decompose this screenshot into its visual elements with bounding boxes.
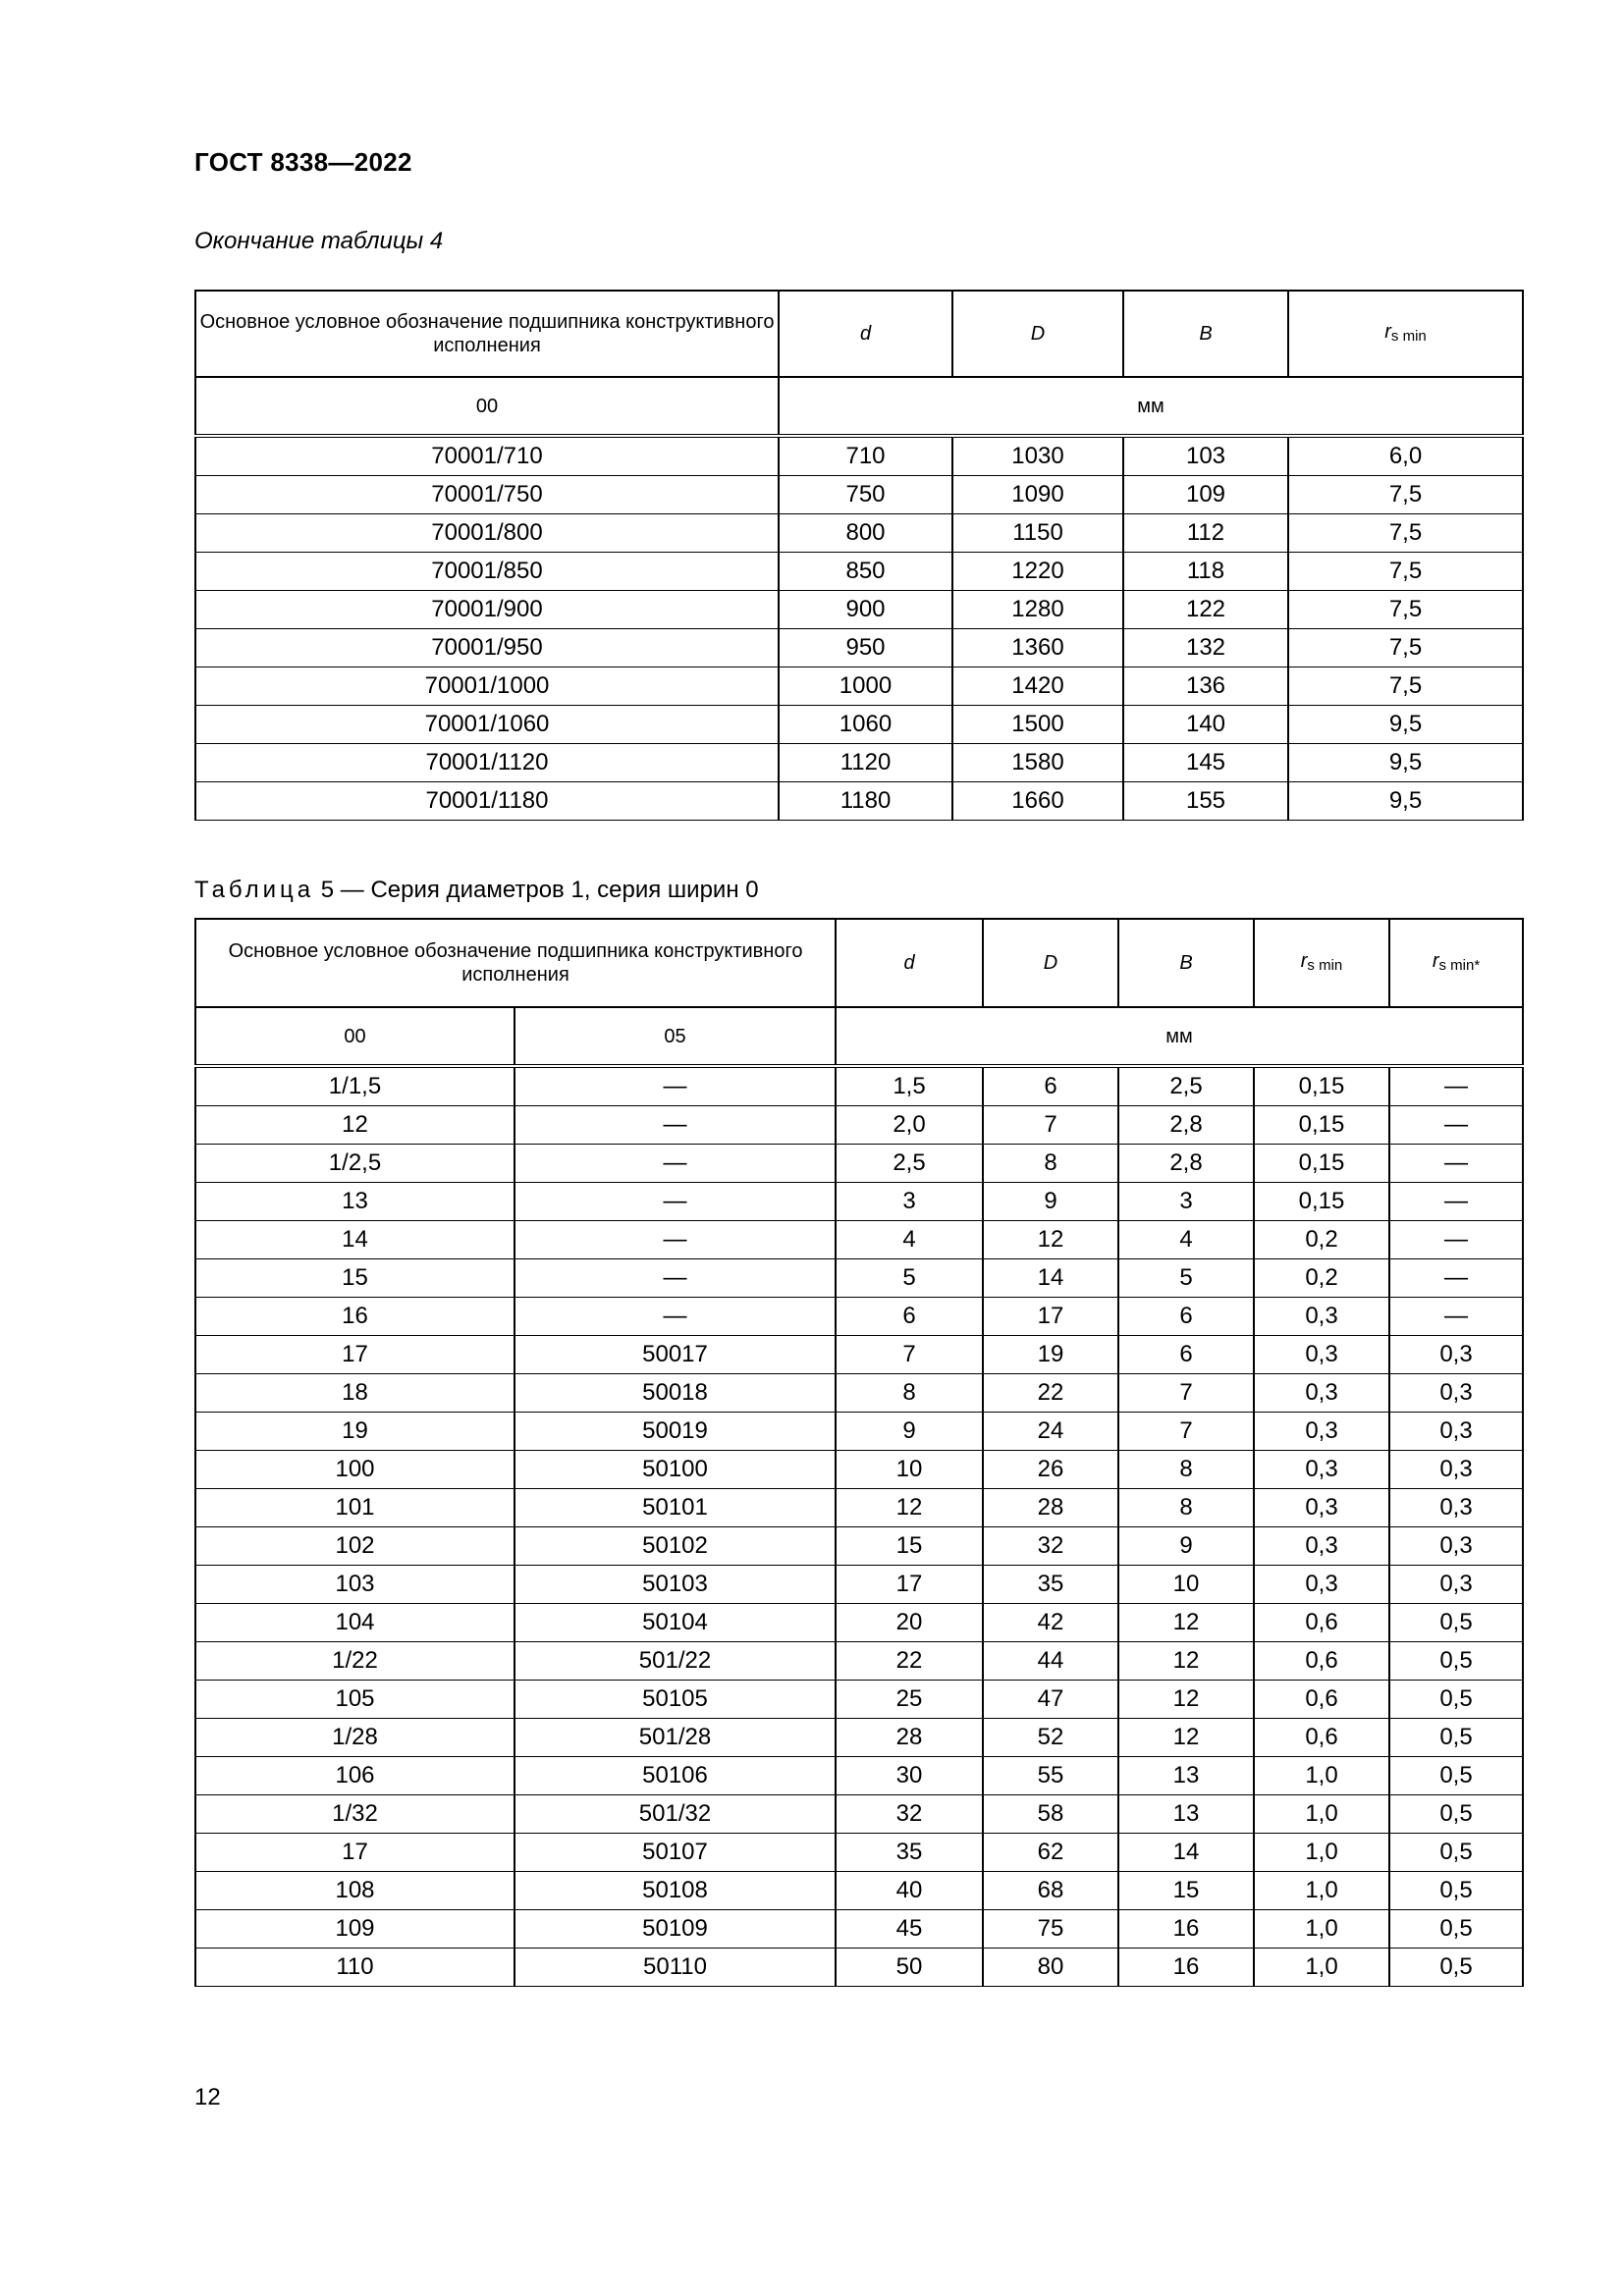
table-row [195,1066,1523,1106]
table-cell: 32 [983,1527,1118,1566]
table-row [195,476,1523,514]
table-cell: 136 [1123,667,1288,706]
table-cell: 12 [1118,1681,1254,1719]
table-cell: 8 [836,1374,983,1413]
header-d: d [836,919,983,1007]
table-cell: 0,3 [1389,1527,1523,1566]
table-row [195,1106,1523,1145]
table-cell: 1,0 [1254,1795,1389,1834]
table-cell: 15 [836,1527,983,1566]
table-row [195,1566,1523,1604]
table-cell: 17 [195,1834,514,1872]
table-cell: 0,15 [1254,1145,1389,1183]
table-cell: 0,3 [1254,1298,1389,1336]
table-cell: 14 [195,1221,514,1259]
table-cell: 6 [836,1298,983,1336]
table-cell: 105 [195,1681,514,1719]
table-row [195,1834,1523,1872]
table-cell: 16 [1118,1910,1254,1949]
subheader-00: 00 [195,377,779,436]
table-cell: 3 [1118,1183,1254,1221]
table-cell: 2,8 [1118,1106,1254,1145]
table-cell: — [514,1183,836,1221]
table-cell: 0,6 [1254,1681,1389,1719]
table-cell: 50110 [514,1949,836,1987]
table-row [195,1719,1523,1757]
table-cell: 16 [1118,1949,1254,1987]
table-cell: 16 [195,1298,514,1336]
table-cell: 55 [983,1757,1118,1795]
table-row [195,1910,1523,1949]
table-cell: 0,5 [1389,1681,1523,1719]
table-cell: 12 [1118,1642,1254,1681]
header-r-s-min-star: $r_{s min*}$ [1389,919,1523,1007]
table-cell: 14 [983,1259,1118,1298]
table-cell: — [1389,1145,1523,1183]
table-cell: 0,5 [1389,1719,1523,1757]
table-cell: — [514,1221,836,1259]
table-row [195,1681,1523,1719]
table-cell: 0,5 [1389,1872,1523,1910]
table-cell: 0,3 [1254,1489,1389,1527]
table-cell: 0,3 [1254,1566,1389,1604]
table-cell: 0,3 [1254,1527,1389,1566]
table-cell: 15 [195,1259,514,1298]
table4-continuation-label: Окончание таблицы 4 [194,228,444,254]
table-cell: 103 [195,1566,514,1604]
table-cell: 30 [836,1757,983,1795]
table-cell: 145 [1123,744,1288,782]
table-cell: 70001/710 [195,436,779,476]
table-cell: 32 [836,1795,983,1834]
table-cell: 0,6 [1254,1642,1389,1681]
table-cell: 0,15 [1254,1066,1389,1106]
table-cell: 12 [836,1489,983,1527]
table-cell: 1580 [952,744,1123,782]
table-cell: 140 [1123,706,1288,744]
table-cell: 0,15 [1254,1106,1389,1145]
table-cell: 0,5 [1389,1604,1523,1642]
table-cell: 0,2 [1254,1221,1389,1259]
table-cell: 1660 [952,782,1123,821]
table-row [195,1374,1523,1413]
table-cell: 9 [983,1183,1118,1221]
table-row [195,1527,1523,1566]
table-cell: 1,0 [1254,1872,1389,1910]
table-cell: 118 [1123,553,1288,591]
subheader-05: 05 [514,1007,836,1066]
table-cell: 9,5 [1288,706,1523,744]
table4-body [195,436,1523,821]
table-cell: 8 [983,1145,1118,1183]
table-cell: — [514,1106,836,1145]
table-cell: 7 [1118,1413,1254,1451]
table-cell: 22 [983,1374,1118,1413]
table-row [195,436,1523,476]
table-cell: 0,5 [1389,1910,1523,1949]
table-cell: 50 [836,1949,983,1987]
table-cell: 50109 [514,1910,836,1949]
table-cell: 0,5 [1389,1757,1523,1795]
table-cell: 2,0 [836,1106,983,1145]
table-cell: 50105 [514,1681,836,1719]
table-cell: 112 [1123,514,1288,553]
table-row [195,1757,1523,1795]
table-cell: 44 [983,1642,1118,1681]
table-row [195,553,1523,591]
table-cell: 12 [1118,1604,1254,1642]
table-cell: 109 [1123,476,1288,514]
table-cell: 4 [836,1221,983,1259]
table-cell: 1,5 [836,1066,983,1106]
table-cell: — [1389,1106,1523,1145]
table-row [195,706,1523,744]
table-cell: 70001/850 [195,553,779,591]
header-D: D [952,291,1123,377]
table-cell: 17 [195,1336,514,1374]
table-cell: 47 [983,1681,1118,1719]
subheader-00: 00 [195,1007,514,1066]
table-cell: 12 [983,1221,1118,1259]
table-cell: 104 [195,1604,514,1642]
table-cell: 7,5 [1288,553,1523,591]
table-row [195,1298,1523,1336]
table-cell: 50106 [514,1757,836,1795]
table-cell: 19 [983,1336,1118,1374]
table-cell: 0,3 [1254,1451,1389,1489]
table-cell: 1,0 [1254,1910,1389,1949]
table-cell: 1420 [952,667,1123,706]
table-4 [194,290,1524,821]
table-cell: 155 [1123,782,1288,821]
table-cell: 8 [1118,1451,1254,1489]
table-cell: 13 [195,1183,514,1221]
table-cell: 5 [836,1259,983,1298]
table-cell: 0,3 [1254,1336,1389,1374]
table-cell: — [1389,1066,1523,1106]
table-cell: 24 [983,1413,1118,1451]
header-r-s-min: $r_{s min}$ [1288,291,1523,377]
table-cell: 900 [779,591,952,629]
table-cell: 1090 [952,476,1123,514]
table5-body [195,1066,1523,1987]
table-cell: 710 [779,436,952,476]
table-row [195,1183,1523,1221]
table-cell: 0,6 [1254,1604,1389,1642]
table-cell: 0,3 [1389,1413,1523,1451]
table-cell: 9 [1118,1527,1254,1566]
table-cell: 109 [195,1910,514,1949]
table-cell: 35 [983,1566,1118,1604]
table-cell: 1150 [952,514,1123,553]
table-row [195,744,1523,782]
table-cell: 0,5 [1389,1795,1523,1834]
table-cell: 9,5 [1288,782,1523,821]
table-cell: 0,5 [1389,1834,1523,1872]
table-cell: 45 [836,1910,983,1949]
table-cell: 1/2,5 [195,1145,514,1183]
table-cell: 35 [836,1834,983,1872]
table-cell: 70001/1120 [195,744,779,782]
table-cell: 17 [836,1566,983,1604]
table-cell: 50100 [514,1451,836,1489]
table-cell: 28 [836,1719,983,1757]
table-cell: 101 [195,1489,514,1527]
table-cell: 70001/1000 [195,667,779,706]
table-row [195,1642,1523,1681]
table-cell: 62 [983,1834,1118,1872]
header-B: B [1118,919,1254,1007]
table-cell: 1,0 [1254,1834,1389,1872]
table-cell: 5 [1118,1259,1254,1298]
table-cell: 1280 [952,591,1123,629]
table-cell: 13 [1118,1757,1254,1795]
table-cell: 2,5 [1118,1066,1254,1106]
table-cell: 15 [1118,1872,1254,1910]
table-row [195,1413,1523,1451]
table-cell: 50017 [514,1336,836,1374]
table-cell: 10 [1118,1566,1254,1604]
table-cell: 106 [195,1757,514,1795]
table-cell: 12 [1118,1719,1254,1757]
table-row [195,1145,1523,1183]
table-cell: 12 [195,1106,514,1145]
table-row [195,782,1523,821]
table-cell: 7,5 [1288,667,1523,706]
table-cell: 68 [983,1872,1118,1910]
table-cell: 50104 [514,1604,836,1642]
table-cell: 17 [983,1298,1118,1336]
table-row [195,667,1523,706]
table-cell: 70001/950 [195,629,779,667]
header-d: d [779,291,952,377]
table-cell: 103 [1123,436,1288,476]
table-cell: 3 [836,1183,983,1221]
table-cell: 7,5 [1288,514,1523,553]
table-cell: — [514,1066,836,1106]
table-row [195,629,1523,667]
table-cell: 1500 [952,706,1123,744]
table-cell: 0,2 [1254,1259,1389,1298]
table-cell: 10 [836,1451,983,1489]
table-cell: 70001/1180 [195,782,779,821]
table-cell: 100 [195,1451,514,1489]
table-cell: 1/32 [195,1795,514,1834]
table-cell: 0,3 [1254,1413,1389,1451]
table-cell: 1,0 [1254,1949,1389,1987]
caption-word: Таблица [194,877,315,903]
table-cell: 1060 [779,706,952,744]
table-row [195,1259,1523,1298]
table-cell: — [1389,1298,1523,1336]
table-cell: 7 [983,1106,1118,1145]
header-D: D [983,919,1118,1007]
table-cell: 0,6 [1254,1719,1389,1757]
table-cell: 8 [1118,1489,1254,1527]
table-cell: 0,5 [1389,1642,1523,1681]
table-cell: — [514,1259,836,1298]
header-designation: Основное условное обозначение подшипника конструктивного исполнения [195,291,779,377]
table-5 [194,918,1524,1987]
table-cell: 0,3 [1254,1374,1389,1413]
table-cell: 1000 [779,667,952,706]
table-row [195,1489,1523,1527]
table-cell: 22 [836,1642,983,1681]
table-cell: 1030 [952,436,1123,476]
table-cell: 2,8 [1118,1145,1254,1183]
table-cell: 6,0 [1288,436,1523,476]
table-cell: 0,3 [1389,1566,1523,1604]
subheader-unit: мм [836,1007,1523,1066]
table-cell: 1220 [952,553,1123,591]
table-cell: 7 [836,1336,983,1374]
table-cell: 75 [983,1910,1118,1949]
table-cell: 42 [983,1604,1118,1642]
table5-caption [194,877,759,904]
table-cell: 501/28 [514,1719,836,1757]
table-cell: 20 [836,1604,983,1642]
table-cell: 50018 [514,1374,836,1413]
table-cell: 6 [1118,1298,1254,1336]
table-cell: 0,3 [1389,1374,1523,1413]
table-cell: 0,3 [1389,1489,1523,1527]
table-row [195,1949,1523,1987]
table-cell: 1/28 [195,1719,514,1757]
table-cell: 40 [836,1872,983,1910]
table-cell: 7,5 [1288,629,1523,667]
table-cell: 0,3 [1389,1336,1523,1374]
table-cell: 0,3 [1389,1451,1523,1489]
table-cell: 1360 [952,629,1123,667]
table-cell: 28 [983,1489,1118,1527]
table-row [195,1221,1523,1259]
table-cell: — [1389,1221,1523,1259]
table-cell: — [514,1145,836,1183]
table-cell: 1/22 [195,1642,514,1681]
table-cell: 132 [1123,629,1288,667]
table-row [195,1872,1523,1910]
table-cell: 50101 [514,1489,836,1527]
table-cell: 14 [1118,1834,1254,1872]
table-cell: 800 [779,514,952,553]
table-cell: 19 [195,1413,514,1451]
table-cell: 7,5 [1288,591,1523,629]
table-cell: — [1389,1259,1523,1298]
table-cell: 50108 [514,1872,836,1910]
table-cell: 1,0 [1254,1757,1389,1795]
table-cell: 25 [836,1681,983,1719]
header-designation: Основное условное обозначение подшипника конструктивного исполнения [195,919,836,1007]
table-cell: 501/22 [514,1642,836,1681]
table-cell: 501/32 [514,1795,836,1834]
table-cell: 850 [779,553,952,591]
table-cell: 6 [983,1066,1118,1106]
document-header: ГОСТ 8338—2022 [194,147,412,177]
table-cell: 9 [836,1413,983,1451]
table-cell: 70001/750 [195,476,779,514]
table-cell: 7,5 [1288,476,1523,514]
table-row [195,1451,1523,1489]
table-cell: 80 [983,1949,1118,1987]
subheader-unit: мм [779,377,1523,436]
table-cell: 750 [779,476,952,514]
table-cell: 13 [1118,1795,1254,1834]
page-number: 12 [194,2084,221,2110]
table-row [195,1604,1523,1642]
table-cell: 102 [195,1527,514,1566]
table-cell: 0,5 [1389,1949,1523,1987]
table-cell: 7 [1118,1374,1254,1413]
table-cell: 50102 [514,1527,836,1566]
table-row [195,591,1523,629]
table-cell: 9,5 [1288,744,1523,782]
table-cell: 950 [779,629,952,667]
table-cell: 50019 [514,1413,836,1451]
table-cell: 26 [983,1451,1118,1489]
table-cell: 6 [1118,1336,1254,1374]
table-cell: — [1389,1183,1523,1221]
table-cell: 70001/900 [195,591,779,629]
table-cell: 4 [1118,1221,1254,1259]
table-cell: 1180 [779,782,952,821]
table-cell: 52 [983,1719,1118,1757]
table-cell: 2,5 [836,1145,983,1183]
table-row [195,514,1523,553]
table-row [195,1336,1523,1374]
table-cell: 18 [195,1374,514,1413]
table-cell: 1120 [779,744,952,782]
header-B: B [1123,291,1288,377]
table-cell: 108 [195,1872,514,1910]
table-cell: 50103 [514,1566,836,1604]
table-cell: 70001/800 [195,514,779,553]
table-cell: 110 [195,1949,514,1987]
caption-title: 5 — Серия диаметров 1, серия ширин 0 [314,877,759,903]
table-cell: 58 [983,1795,1118,1834]
table-cell: 50107 [514,1834,836,1872]
table-row [195,1795,1523,1834]
table-cell: — [514,1298,836,1336]
table-cell: 1/1,5 [195,1066,514,1106]
header-r-s-min: $r_{s min}$ [1254,919,1389,1007]
table-cell: 0,15 [1254,1183,1389,1221]
table-cell: 122 [1123,591,1288,629]
table-cell: 70001/1060 [195,706,779,744]
